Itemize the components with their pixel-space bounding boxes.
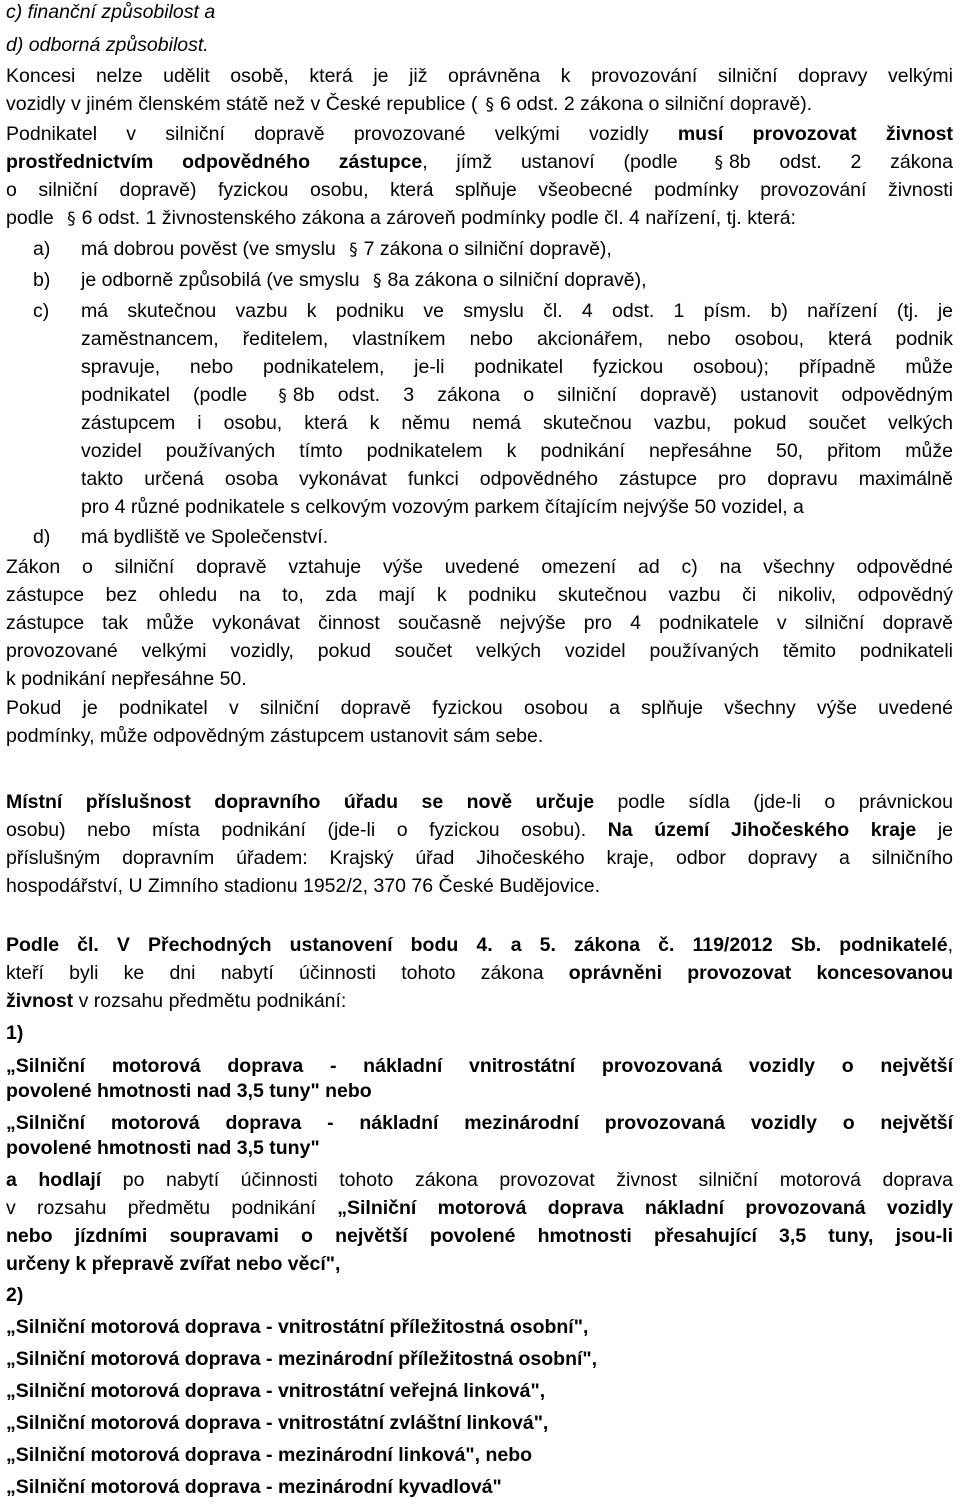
- list-number: 1): [6, 1022, 24, 1044]
- list-item-professional: d) odborná způsobilost.: [6, 34, 209, 56]
- list-item-d: d) má bydliště ve Společenství.: [33, 526, 329, 548]
- paragraph-line: živnost v rozsahu předmětu podnikání:: [6, 990, 347, 1012]
- section-sign: §: [349, 240, 358, 260]
- paragraph-line: Podle čl. V Přechodných ustanovení bodu 4. a 5. zákona č. 119/2012 Sb. podnikatelé,: [6, 934, 953, 956]
- section-sign: §: [67, 209, 76, 229]
- paragraph-line: provozované velkými vozidly, pokud součet velkých vozidel používaných těmito podnikateli: [6, 640, 953, 662]
- quoted-activity: „Silniční motorová doprava - vnitrostátní zvláštní linková",: [6, 1412, 549, 1434]
- quoted-activity: „Silniční motorová doprava - mezinárodní příležitostná osobní",: [6, 1348, 598, 1370]
- paragraph-line: nebo jízdními soupravami o největší povolené hmotnosti přesahující 3,5 tuny, jsou-li: [6, 1225, 953, 1247]
- paragraph-line: vozidly v jiném členském státě než v České republice ( § 6 odst. 2 zákona o silniční dopravě).: [6, 93, 813, 115]
- paragraph-line: o silniční dopravě) fyzickou osobu, která splňuje všeobecné podmínky provozování živnosti: [6, 179, 953, 201]
- quoted-activity: „Silniční motorová doprava - mezinárodní linková", nebo: [6, 1444, 533, 1466]
- paragraph-line: podmínky, může odpovědným zástupcem ustanovit sám sebe.: [6, 725, 544, 747]
- paragraph-line: příslušným dopravním úřadem: Krajský úřad Jihočeského kraje, odbor dopravy a silničního: [6, 847, 953, 869]
- paragraph-line: Místní příslušnost dopravního úřadu se nově určuje podle sídla (jde-li o právnickou: [6, 791, 953, 813]
- paragraph-line: osobu) nebo místa podnikání (jde-li o fyzickou osobu). Na území Jihočeského kraje je: [6, 819, 954, 841]
- quoted-activity: „Silniční motorová doprava - nákladní mezinárodní provozovaná vozidly o největší: [6, 1112, 953, 1134]
- list-item-c: c): [33, 300, 50, 322]
- paragraph-line: zástupce tak může vykonávat činnost současně nejvýše pro 4 podnikatele v silniční dopravě: [6, 612, 953, 634]
- list-item-c-line: zástupcem i osobu, která k němu nemá skutečnou vazbu, pokud součet velkých: [81, 412, 953, 434]
- list-number: 2): [6, 1284, 24, 1306]
- paragraph-line: Zákon o silniční dopravě vztahuje výše uvedené omezení ad c) na všechny odpovědné: [6, 556, 953, 578]
- section-sign: §: [372, 271, 382, 291]
- paragraph-line: podle § 6 odst. 1 živnostenského zákona a zároveň podmínky podle čl. 4 nařízení, tj. která:: [6, 207, 796, 229]
- list-item-c-line: vozidel používaných tímto podnikatelem k podnikání nepřesáhne 50, přitom může: [81, 440, 953, 462]
- paragraph-line: hospodářství, U Zimního stadionu 1952/2, 370 76 České Budějovice.: [6, 875, 601, 897]
- list-item-c-line: má skutečnou vazbu k podniku ve smyslu čl. 4 odst. 1 písm. b) nařízení (tj. je: [81, 300, 953, 322]
- paragraph-line: určeny k přepravě zvířat nebo věcí",: [6, 1253, 341, 1275]
- paragraph-line: kteří byli ke dni nabytí účinnosti tohoto zákona oprávněni provozovat koncesovanou: [6, 962, 953, 984]
- list-item-a: a) má dobrou pověst (ve smyslu § 7 zákona o silniční dopravě),: [33, 238, 612, 260]
- paragraph-line: k podnikání nepřesáhne 50.: [6, 668, 247, 690]
- section-sign: §: [714, 153, 723, 173]
- quoted-activity: povolené hmotnosti nad 3,5 tuny" nebo: [6, 1080, 372, 1102]
- quoted-activity: „Silniční motorová doprava - mezinárodní kyvadlová": [6, 1476, 502, 1498]
- quoted-activity: povolené hmotnosti nad 3,5 tuny": [6, 1137, 320, 1159]
- paragraph-line: Koncesi nelze udělit osobě, která je již oprávněna k provozování silniční dopravy velkými: [6, 65, 953, 87]
- paragraph-line: v rozsahu předmětu podnikání „Silniční motorová doprava nákladní provozovaná vozidly: [6, 1197, 953, 1219]
- list-item-c-line: takto určená osoba vykonávat funkci odpovědného zástupce pro dopravu maximálně: [81, 468, 953, 490]
- quoted-activity: „Silniční motorová doprava - vnitrostátní veřejná linková",: [6, 1380, 546, 1402]
- section-sign: §: [278, 386, 287, 406]
- paragraph-line: Podnikatel v silniční dopravě provozované velkými vozidly musí provozovat živnost: [6, 123, 954, 145]
- list-item-financial: c) finanční způsobilost a: [6, 1, 216, 23]
- paragraph-line: Pokud je podnikatel v silniční dopravě fyzickou osobou a splňuje všechny výše uvedené: [6, 697, 953, 719]
- section-sign: §: [485, 95, 494, 115]
- list-item-c-line: pro 4 různé podnikatele s celkovým vozovým parkem čítajícím nejvýše 50 vozidel, a: [81, 496, 804, 518]
- paragraph-line: prostřednictvím odpovědného zástupce, jímž ustanoví (podle § 8b odst. 2 zákona: [6, 151, 953, 173]
- list-item-c-line: podnikatel (podle § 8b odst. 3 zákona o silniční dopravě) ustanovit odpovědným: [81, 384, 953, 406]
- paragraph-line: zástupce bez ohledu na to, zda mají k podniku skutečnou vazbu či nikoliv, odpovědný: [6, 584, 953, 606]
- list-item-c-line: zaměstnancem, ředitelem, vlastníkem nebo akcionářem, nebo osobou, která podnik: [81, 328, 953, 350]
- list-item-b: b) je odborně způsobilá (ve smyslu § 8a zákona o silniční dopravě),: [33, 269, 647, 291]
- quoted-activity: „Silniční motorová doprava - vnitrostátní příležitostná osobní",: [6, 1316, 589, 1338]
- paragraph-line: a hodlají po nabytí účinnosti tohoto zákona provozovat živnost silniční motorová doprava: [6, 1169, 953, 1191]
- list-item-c-line: spravuje, nebo podnikatelem, je-li podnikatel fyzickou osobou); případně může: [81, 356, 953, 378]
- quoted-activity: „Silniční motorová doprava - nákladní vnitrostátní provozovaná vozidly o největší: [6, 1055, 953, 1077]
